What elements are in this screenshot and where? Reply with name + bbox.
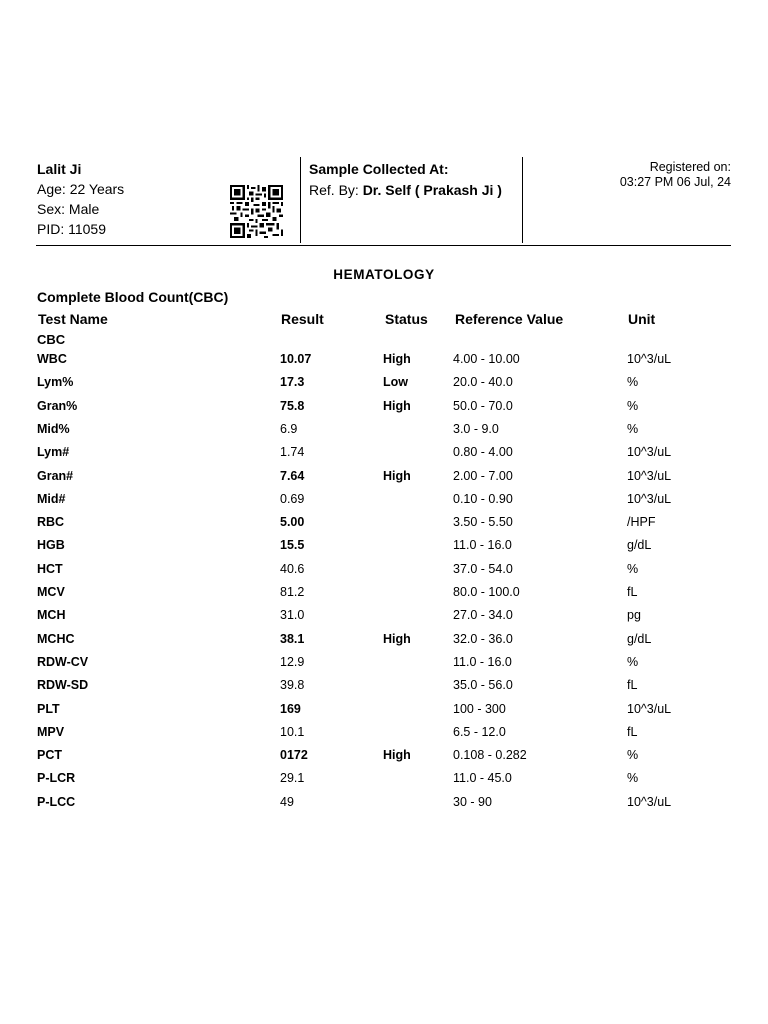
test-name: PLT <box>37 701 60 716</box>
patient-pid: PID: 11059 <box>37 221 107 237</box>
table-row <box>0 632 768 654</box>
result-value: 12.9 <box>280 654 305 669</box>
table-row <box>0 375 768 397</box>
report-header <box>36 157 731 243</box>
unit: g/dL <box>627 538 652 553</box>
table-row <box>0 725 768 747</box>
result-value: 17.3 <box>280 375 305 390</box>
unit: % <box>627 771 639 786</box>
result-value: 7.64 <box>280 468 305 483</box>
table-row <box>0 445 768 467</box>
ref-doctor: Dr. Self ( Prakash Ji ) <box>362 182 502 198</box>
test-name: RBC <box>37 515 65 530</box>
table-row <box>0 678 768 700</box>
unit: g/dL <box>627 631 652 646</box>
unit: 10^3/uL <box>627 701 672 716</box>
result-value: 75.8 <box>280 398 305 413</box>
result-value: 6.9 <box>280 421 298 436</box>
reference-range: 0.108 - 0.282 <box>453 748 527 763</box>
table-row <box>0 352 768 374</box>
patient-age: Age: 22 Years <box>37 181 125 197</box>
result-value: 31.0 <box>280 608 305 623</box>
table-row <box>0 655 768 677</box>
reference-range: 3.0 - 9.0 <box>453 421 499 436</box>
unit: % <box>627 375 639 390</box>
unit: % <box>627 748 639 763</box>
result-value: 10.07 <box>280 352 312 366</box>
unit: 10^3/uL <box>627 491 672 506</box>
result-value: 0.69 <box>280 491 305 506</box>
table-row <box>0 469 768 491</box>
unit: % <box>627 398 639 413</box>
col-status: Status <box>385 311 428 327</box>
result-value: 38.1 <box>280 631 305 646</box>
test-name: RDW-SD <box>37 678 89 693</box>
unit: 10^3/uL <box>627 445 672 460</box>
unit: 10^3/uL <box>627 468 672 483</box>
reference-range: 0.80 - 4.00 <box>453 445 513 460</box>
panel-title: Complete Blood Count(CBC) <box>37 289 229 305</box>
table-row <box>0 422 768 444</box>
referred-by <box>309 182 502 198</box>
table-row <box>0 515 768 537</box>
reference-range: 4.00 - 10.00 <box>453 352 520 366</box>
test-name: MCHC <box>37 631 75 646</box>
test-name: PCT <box>37 748 62 763</box>
test-name: P-LCR <box>37 771 76 786</box>
reference-range: 6.5 - 12.0 <box>453 724 506 739</box>
reference-range: 3.50 - 5.50 <box>453 515 513 530</box>
result-value: 5.00 <box>280 515 305 530</box>
reference-range: 50.0 - 70.0 <box>453 398 513 413</box>
status-flag: High <box>383 398 411 413</box>
table-header <box>0 311 768 329</box>
unit: % <box>627 421 639 436</box>
table-row <box>0 538 768 560</box>
table-row <box>0 492 768 514</box>
result-value: 1.74 <box>280 445 305 460</box>
test-name: RDW-CV <box>37 654 89 669</box>
reference-range: 11.0 - 16.0 <box>453 654 512 669</box>
result-value: 29.1 <box>280 771 305 786</box>
reference-range: 11.0 - 45.0 <box>453 771 512 786</box>
test-name: P-LCC <box>37 794 76 809</box>
table-row <box>0 748 768 770</box>
unit: /HPF <box>627 515 656 530</box>
result-value: 10.1 <box>280 724 305 739</box>
test-name: MCV <box>37 585 65 599</box>
test-name: Gran# <box>37 468 74 483</box>
qr-code-icon <box>230 185 283 238</box>
unit: 10^3/uL <box>627 794 672 809</box>
unit: 10^3/uL <box>627 352 672 366</box>
unit: % <box>627 654 639 669</box>
reference-range: 11.0 - 16.0 <box>453 538 512 553</box>
test-name: Gran% <box>37 398 78 413</box>
reference-range: 30 - 90 <box>453 794 492 809</box>
group-label: CBC <box>37 332 66 347</box>
table-row <box>0 608 768 630</box>
reference-range: 2.00 - 7.00 <box>453 468 513 483</box>
reference-range: 35.0 - 56.0 <box>453 678 513 693</box>
result-value: 81.2 <box>280 585 305 599</box>
status-flag: High <box>383 631 411 646</box>
test-name: MPV <box>37 724 65 739</box>
reference-range: 32.0 - 36.0 <box>453 631 513 646</box>
test-name: Mid# <box>37 491 66 506</box>
test-name: HCT <box>37 561 63 576</box>
registration-info <box>620 160 731 190</box>
section-title: HEMATOLOGY <box>333 267 435 282</box>
table-row <box>0 399 768 421</box>
result-value: 49 <box>280 794 294 809</box>
reference-range: 20.0 - 40.0 <box>453 375 513 390</box>
patient-name: Lalit Ji <box>37 161 82 177</box>
status-flag: High <box>383 748 411 763</box>
test-name: Lym% <box>37 375 74 390</box>
header-divider <box>522 157 523 243</box>
result-value: 0172 <box>280 748 308 763</box>
test-name: MCH <box>37 608 66 623</box>
patient-info <box>36 157 300 243</box>
sample-collected-label: Sample Collected At: <box>309 161 449 177</box>
unit: fL <box>627 678 638 693</box>
test-name: Lym# <box>37 445 70 460</box>
result-value: 40.6 <box>280 561 305 576</box>
col-reference: Reference Value <box>455 311 564 327</box>
status-flag: High <box>383 352 411 366</box>
patient-sex: Sex: Male <box>37 201 100 217</box>
reference-range: 37.0 - 54.0 <box>453 561 513 576</box>
reference-range: 27.0 - 34.0 <box>453 608 513 623</box>
status-flag: High <box>383 468 411 483</box>
reference-range: 80.0 - 100.0 <box>453 585 520 599</box>
test-name: WBC <box>37 352 67 366</box>
header-rule <box>36 245 731 246</box>
registered-date: 03:27 PM 06 Jul, 24 <box>619 175 731 189</box>
test-name: Mid% <box>37 421 70 436</box>
result-value: 39.8 <box>280 678 305 693</box>
reference-range: 100 - 300 <box>453 701 506 716</box>
unit: pg <box>627 608 641 623</box>
status-flag: Low <box>383 375 408 390</box>
col-test-name: Test Name <box>38 311 108 327</box>
result-value: 169 <box>280 701 301 716</box>
reference-range: 0.10 - 0.90 <box>453 491 513 506</box>
table-row <box>0 585 768 607</box>
table-row <box>0 795 768 817</box>
col-result: Result <box>281 311 324 327</box>
registered-label: Registered on: <box>649 160 731 174</box>
result-value: 15.5 <box>280 538 305 553</box>
test-name: HGB <box>37 538 65 553</box>
unit: % <box>627 561 639 576</box>
col-unit: Unit <box>628 311 656 327</box>
table-row <box>0 562 768 584</box>
table-row <box>0 702 768 724</box>
unit: fL <box>627 585 638 599</box>
table-row <box>0 771 768 793</box>
unit: fL <box>627 724 638 739</box>
header-divider <box>300 157 301 243</box>
ref-label: Ref. By: <box>309 182 363 198</box>
